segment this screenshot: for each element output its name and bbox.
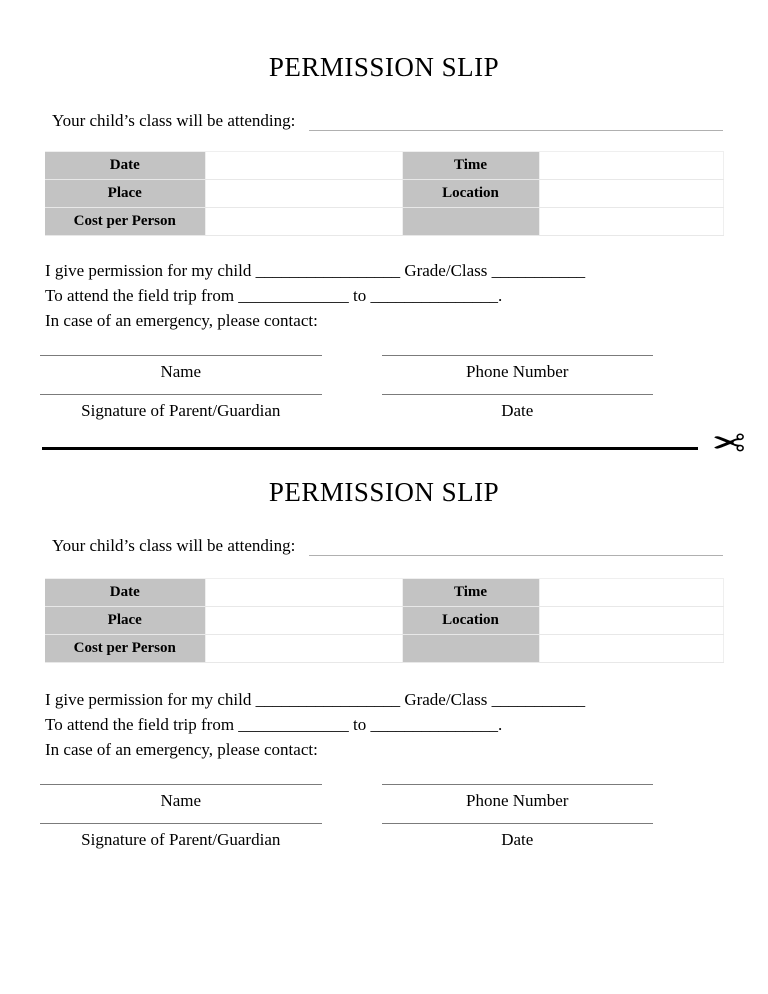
signature-field-date [382,394,724,421]
emergency-contact-line: In case of an emergency, please contact: [45,311,318,330]
label-location-duplicate: Location [402,607,539,635]
page-title: PERMISSION SLIP [268,52,500,82]
permission-slip-section-bottom [0,465,768,850]
cut-here-divider [42,421,746,467]
value-location[interactable] [539,180,723,208]
signature-field-date-duplicate [382,823,724,850]
permission-statement [0,258,768,333]
table-row [45,579,723,607]
trip-details-table [45,151,724,236]
value-time-duplicate[interactable] [539,579,723,607]
value-time[interactable] [539,152,723,180]
value-date-duplicate[interactable] [205,579,402,607]
signature-row-name-phone-duplicate [40,784,723,811]
emergency-contact-line-duplicate: In case of an emergency, please contact: [45,740,318,759]
field-trip-dates-line-duplicate: To attend the field trip from _____________ to _______________. [45,715,503,734]
signature-row-name-phone [40,355,723,382]
value-cost-per-person[interactable] [205,208,402,236]
permission-child-line: I give permission for my child _________________ Grade/Class ___________ [45,261,586,280]
table-row [45,607,723,635]
label-empty [402,208,539,236]
label-place: Place [45,180,205,208]
page-title-duplicate: PERMISSION SLIP [268,477,500,507]
scissors-icon: ✂ [712,421,746,467]
permission-statement-duplicate [0,687,768,762]
table-row [45,635,723,663]
permission-child-line-duplicate: I give permission for my child _________________ Grade/Class ___________ [45,690,586,709]
label-location: Location [402,180,539,208]
value-place-duplicate[interactable] [205,607,402,635]
label-cost-per-person: Cost per Person [45,208,205,236]
signature-block-duplicate [0,784,768,850]
table-row [45,152,723,180]
value-cost-per-person-duplicate[interactable] [205,635,402,663]
value-place[interactable] [205,180,402,208]
table-row [45,208,723,236]
attending-label: Your child’s class will be attending: [52,111,296,130]
signature-field-parent [40,394,382,421]
label-place-duplicate: Place [45,607,205,635]
name-caption: Name [160,362,202,381]
phone-caption: Phone Number [466,362,569,381]
attending-row [0,111,768,131]
phone-caption-duplicate: Phone Number [466,791,569,810]
cut-line [42,447,698,450]
date-caption-duplicate: Date [501,830,534,849]
attending-blank-line[interactable] [309,115,723,131]
label-time: Time [402,152,539,180]
signature-row-parent-date [40,394,723,421]
signature-field-phone [382,355,724,382]
parent-signature-caption: Signature of Parent/Guardian [81,401,281,420]
table-row [45,180,723,208]
value-empty[interactable] [539,208,723,236]
signature-field-phone-duplicate [382,784,724,811]
label-cost-per-person-duplicate: Cost per Person [45,635,205,663]
attending-row-duplicate [0,536,768,556]
value-date[interactable] [205,152,402,180]
signature-row-parent-date-duplicate [40,823,723,850]
parent-signature-caption-duplicate: Signature of Parent/Guardian [81,830,281,849]
value-location-duplicate[interactable] [539,607,723,635]
trip-details-table-duplicate [45,578,724,663]
permission-slip-section-top [0,0,768,421]
signature-block [0,355,768,421]
attending-blank-line-duplicate[interactable] [309,540,723,556]
label-time-duplicate: Time [402,579,539,607]
signature-field-parent-duplicate [40,823,382,850]
name-caption-duplicate: Name [160,791,202,810]
attending-label-duplicate: Your child’s class will be attending: [52,536,296,555]
value-empty-duplicate[interactable] [539,635,723,663]
label-date: Date [45,152,205,180]
field-trip-dates-line: To attend the field trip from _____________ to _______________. [45,286,503,305]
label-empty-duplicate [402,635,539,663]
label-date-duplicate: Date [45,579,205,607]
date-caption: Date [501,401,534,420]
signature-field-name-duplicate [40,784,382,811]
signature-field-name [40,355,382,382]
